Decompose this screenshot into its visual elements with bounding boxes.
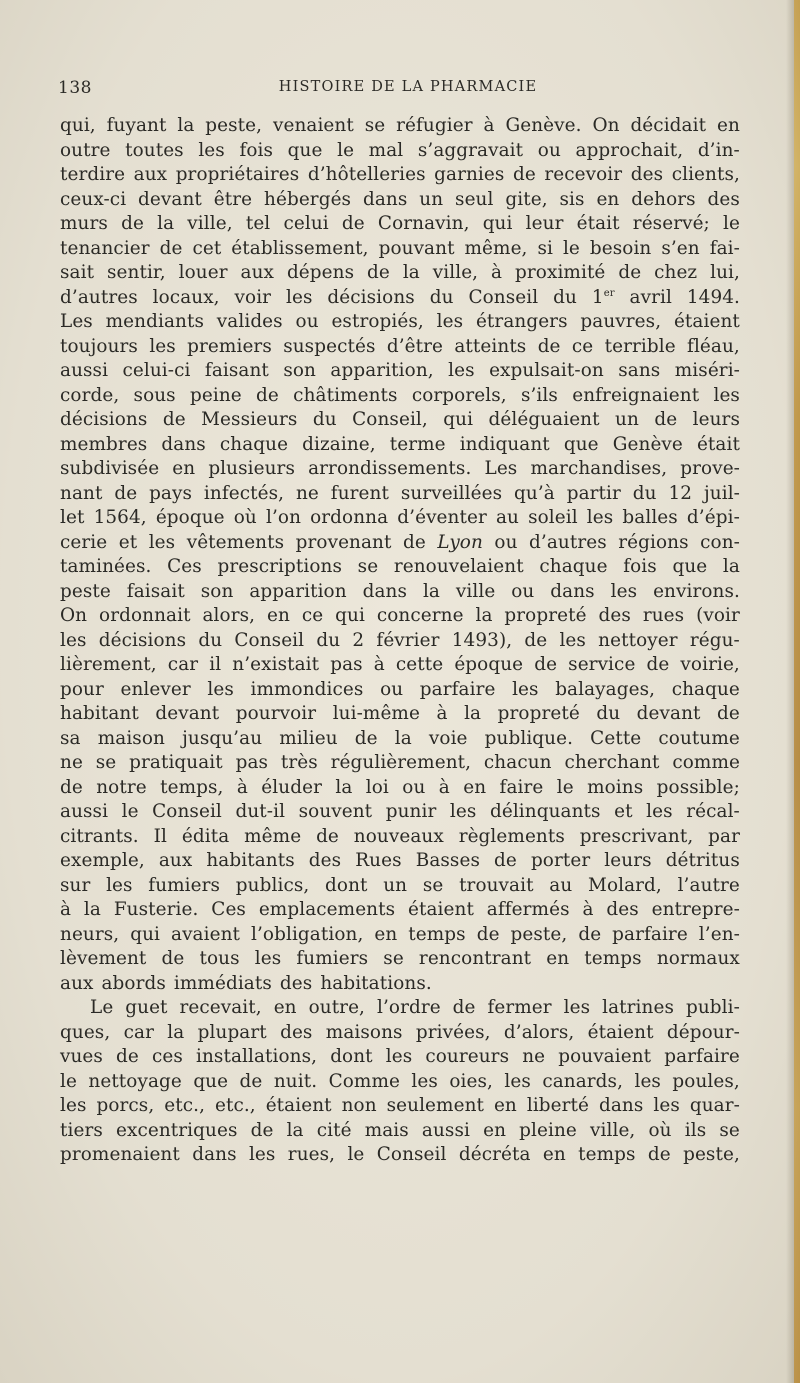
text-line: corde, sous peine de châtiments corporels, s’ils enfreignaient les <box>60 384 740 406</box>
text-line: à la Fusterie. Ces emplacements étaient affermés à des entrepre- <box>60 899 740 920</box>
text-line: exemple, aux habitants des Rues Basses de porter leurs détritus <box>60 850 740 871</box>
text-line: terdire aux propriétaires d’hôtelleries garnies de recevoir des clients, <box>60 164 740 185</box>
text-line: habitant devant pourvoir lui-même à la propreté du devant de <box>60 703 740 724</box>
text-line: le nettoyage que de nuit. Comme les oies, les canards, les poules, <box>60 1070 740 1092</box>
text-line: de notre temps, à éluder la loi ou à en faire le moins possible; <box>60 776 740 798</box>
page-header <box>58 78 738 102</box>
text-line: On ordonnait alors, en ce qui concerne la propreté des rues (voir <box>60 605 740 626</box>
text-line: décisions de Messieurs du Conseil, qui déléguaient un de leurs <box>60 409 740 430</box>
text-line: subdivisée en plusieurs arrondissements. Les marchandises, prove- <box>60 458 740 479</box>
text-line: tenancier de cet établissement, pouvant même, si le besoin s’en fai- <box>60 237 740 259</box>
paragraph <box>60 114 740 996</box>
text-line: ceux-ci devant être hébergés dans un seul gite, sis en dehors des <box>60 188 740 210</box>
text-line: pour enlever les immondices ou parfaire les balayages, chaque <box>60 678 740 700</box>
body-text <box>60 114 740 1168</box>
text-line: promenaient dans les rues, le Conseil décréta en temps de peste, <box>60 1144 740 1165</box>
text-line: murs de la ville, tel celui de Cornavin, qui leur était réservé; le <box>60 213 740 234</box>
text-line: taminées. Ces prescriptions se renouvelaient chaque fois que la <box>60 556 740 577</box>
text-line: aussi le Conseil dut-il souvent punir les délinquants et les récal- <box>60 801 740 822</box>
text-line: sur les fumiers publics, dont un se trouvait au Molard, l’autre <box>60 874 740 896</box>
text-line: let 1564, époque où l’on ordonna d’éventer au soleil les balles d’épi- <box>60 507 740 528</box>
text-line: lièrement, car il n’existait pas à cette époque de service de voirie, <box>60 654 740 675</box>
text-line: nant de pays infectés, ne furent surveillées qu’à partir du 12 juil- <box>60 482 740 504</box>
text-line: sa maison jusqu’au milieu de la voie publique. Cette coutume <box>60 727 740 749</box>
text-line: ne se pratiquait pas très régulièrement, chacun cherchant comme <box>60 752 740 773</box>
text-line: cerie et les vêtements provenant de Lyon ou d’autres régions con- <box>60 531 740 553</box>
text-line: Le guet recevait, en outre, l’ordre de fermer les latrines publi- <box>90 997 740 1018</box>
text-line: neurs, qui avaient l’obligation, en temps de peste, de parfaire l’en- <box>60 923 740 945</box>
text-line: d’autres locaux, voir les décisions du Conseil du 1er avril 1494. <box>60 286 740 308</box>
text-line: outre toutes les fois que le mal s’aggravait ou approchait, d’in- <box>60 139 740 161</box>
text-line: Les mendiants valides ou estropiés, les étrangers pauvres, étaient <box>60 311 740 332</box>
text-line: toujours les premiers suspectés d’être atteints de ce terrible fléau, <box>60 335 740 357</box>
page-edge-binding <box>794 0 800 1383</box>
text-line: les porcs, etc., etc., étaient non seulement en liberté dans les quar- <box>60 1095 740 1116</box>
running-title: HISTOIRE DE LA PHARMACIE <box>278 79 538 95</box>
text-line: tiers excentriques de la cité mais aussi en pleine ville, où ils se <box>60 1119 740 1141</box>
paragraph <box>60 996 740 1168</box>
text-line: les décisions du Conseil du 2 février 1493), de les nettoyer régu- <box>60 629 740 651</box>
text-line: vues de ces installations, dont les coureurs ne pouvaient parfaire <box>60 1046 740 1067</box>
text-line: sait sentir, louer aux dépens de la ville, à proximité de chez lui, <box>60 262 740 283</box>
text-line: peste faisait son apparition dans la ville ou dans les environs. <box>60 580 740 602</box>
text-line: qui, fuyant la peste, venaient se réfugier à Genève. On décidait en <box>60 115 740 136</box>
text-line: aux abords immédiats des habitations. <box>60 972 432 994</box>
text-line: aussi celui-ci faisant son apparition, les expulsait-on sans miséri- <box>60 360 740 381</box>
text-line: ques, car la plupart des maisons privées, d’alors, étaient dépour- <box>60 1021 740 1043</box>
page-number: 138 <box>58 78 92 98</box>
text-line: membres dans chaque dizaine, terme indiquant que Genève était <box>60 433 740 455</box>
text-line: citrants. Il édita même de nouveaux règlements prescrivant, par <box>60 825 740 847</box>
text-line: lèvement de tous les fumiers se rencontrant en temps normaux <box>60 948 740 969</box>
